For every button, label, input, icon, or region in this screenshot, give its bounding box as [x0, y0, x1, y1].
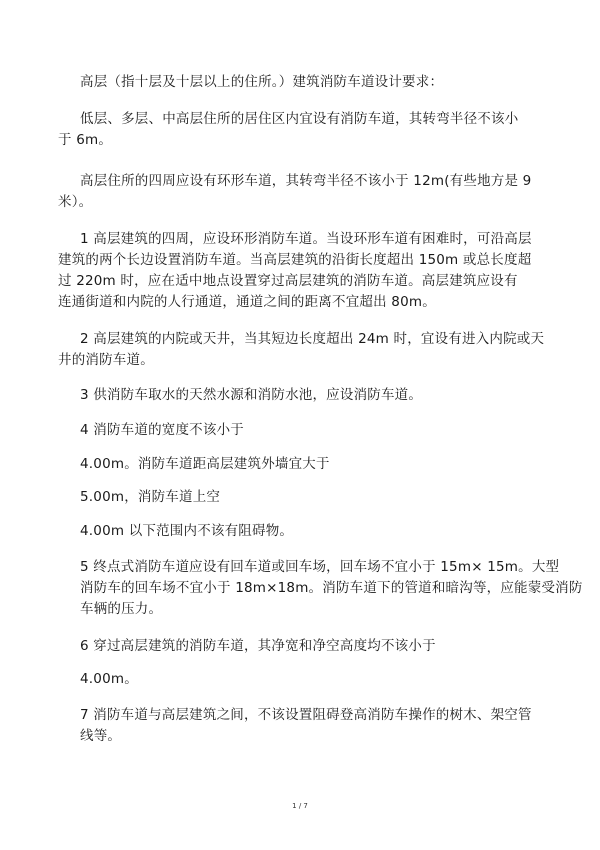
text-line: 低层、多层、中高层住所的居住区内宜设有消防车道，其转弯半径不该小 — [80, 111, 519, 127]
text-line: 消防车的回车场不宜小于 18m×18m。消防车道下的管道和暗沟等，应能蒙受消防 — [80, 580, 583, 596]
text-line: 4 消防车道的宽度不该小于 — [80, 422, 244, 438]
text-line: 3 供消防车取水的天然水源和消防水池，应设消防车道。 — [80, 387, 423, 403]
text-line: 过 220m 时，应在适中地点设置穿过高层建筑的消防车道。高层建筑应设有 — [58, 273, 518, 289]
text-line: 4.00m 以下范围内不该有阻碍物。 — [80, 523, 294, 539]
text-line: 4.00m。 — [80, 671, 138, 687]
text-line: 7 消防车道与高层建筑之间，不该设置阻碍登高消防车操作的树木、架空管 — [80, 707, 532, 723]
text-line: 5.00m，消防车道上空 — [80, 489, 221, 505]
text-line: 5 终点式消防车道应设有回车道或回车场，回车场不宜小于 15m× 15m。大型 — [80, 559, 560, 575]
text-line: 1 高层建筑的四周，应设环形消防车道。当设环形车道有困难时，可沿高层 — [80, 231, 532, 247]
text-line: 于 6m。 — [58, 132, 113, 148]
text-line: 车辆的压力。 — [80, 601, 163, 617]
text-line: 米）。 — [58, 194, 93, 210]
text-line: 连通街道和内院的人行通道，通道之间的距离不宜超出 80m。 — [58, 294, 436, 310]
text-line: 井的消防车道。 — [58, 352, 154, 368]
text-line: 高层（指十层及十层以上的住所。）建筑消防车道设计要求： — [80, 74, 444, 90]
text-line: 高层住所的四周应设有环形车道，其转弯半径不该小于 12m(有些地方是 9 — [80, 173, 532, 189]
text-line: 线等。 — [80, 728, 122, 744]
text-line: 6 穿过高层建筑的消防车道，其净宽和净空高度均不该小于 — [80, 638, 436, 654]
text-line: 2 高层建筑的内院或天井，当其短边长度超出 24m 时，宜设有进入内院或天 — [80, 331, 545, 347]
text-line: 建筑的两个长边设置消防车道。当高层建筑的沿街长度超出 150m 或总长度超 — [58, 252, 532, 268]
text-line: 4.00m。消防车道距高层建筑外墙宜大于 — [80, 456, 330, 472]
page-number: 1 / 7 — [292, 802, 308, 810]
